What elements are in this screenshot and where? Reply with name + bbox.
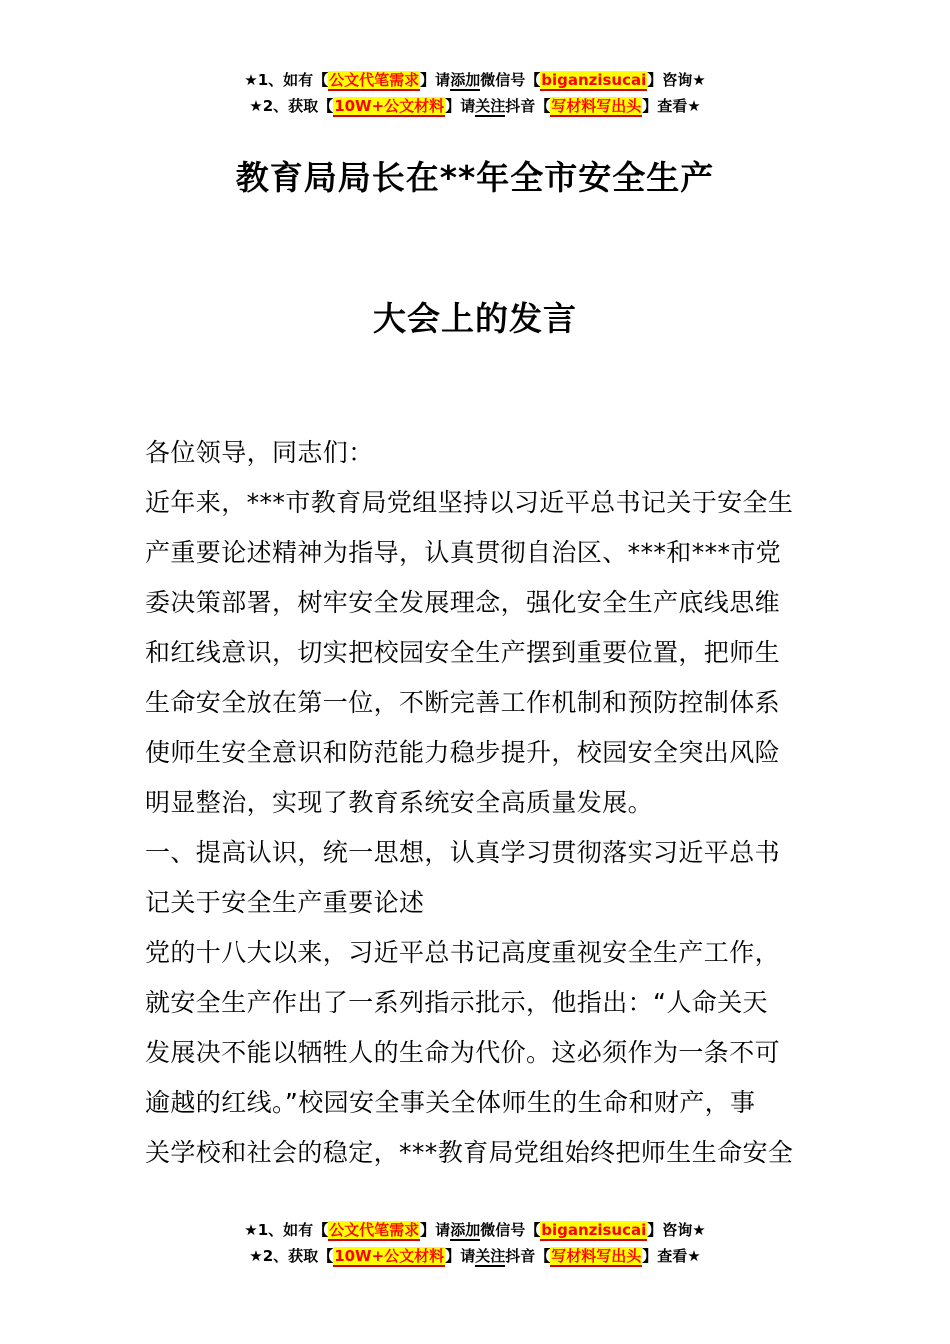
banner-highlight: 10W+公文材料 (334, 1247, 445, 1265)
body-line: 近年来，***市教育局党组坚持以习近平总书记关于安全生 (145, 488, 794, 517)
body-line: 发展决不能以牺牲人的生命为代价。这必须作为一条不可 (145, 1038, 781, 1067)
document-title-line-1: 教育局局长在**年全市安全生产 (235, 158, 715, 197)
banner-highlight: biganzisucai (541, 1221, 647, 1239)
banner-line-2 (0, 93, 950, 119)
body-line: 党的十八大以来，习近平总书记高度重视安全生产工作， (145, 938, 781, 967)
body-line: 关学校和社会的稳定，***教育局党组始终把师生生命安全 (145, 1138, 794, 1167)
banner-line-2 (0, 1243, 950, 1269)
banner-line-1 (0, 67, 950, 93)
banner-text: 抖音【 (505, 97, 551, 115)
banner-text: 】咨询★ (647, 71, 706, 89)
body-line: 各位领导，同志们： (145, 438, 374, 467)
banner-text: 】咨询★ (647, 1221, 706, 1239)
banner-text: ★1、如有【 (244, 1221, 329, 1239)
body-line: 逾越的红线。”校园安全事关全体师生的生命和财产，事 (145, 1088, 756, 1117)
section-heading-line: 一、提高认识，统一思想，认真学习贯彻落实习近平总书 (145, 838, 781, 867)
banner-text: 】查看★ (642, 1247, 701, 1265)
banner-text: ★2、获取【 (249, 97, 334, 115)
banner-underlined-text: 添加 (450, 1221, 481, 1239)
banner-text: 微信号【 (480, 1221, 541, 1239)
body-line: 生命安全放在第一位，不断完善工作机制和预防控制体系 (145, 688, 781, 717)
banner-highlight: 公文代笔需求 (329, 71, 420, 89)
banner-highlight: biganzisucai (541, 71, 647, 89)
header-banner (0, 67, 950, 119)
footer-banner (0, 1217, 950, 1269)
banner-underlined-text: 添加 (450, 71, 481, 89)
banner-highlight: 公文代笔需求 (329, 1221, 420, 1239)
banner-text: 抖音【 (505, 1247, 551, 1265)
section-heading-line: 记关于安全生产重要论述 (145, 888, 425, 917)
banner-highlight: 写材料写出头 (551, 1247, 642, 1265)
banner-highlight: 写材料写出头 (551, 97, 642, 115)
body-line: 和红线意识，切实把校园安全生产摆到重要位置，把师生 (145, 638, 781, 667)
banner-underlined-text: 关注 (475, 1247, 506, 1265)
body-line: 使师生安全意识和防范能力稳步提升，校园安全突出风险 (145, 738, 781, 767)
banner-text: 】请 (445, 97, 476, 115)
document-body (145, 428, 810, 1178)
banner-text: ★2、获取【 (249, 1247, 334, 1265)
banner-underlined-text: 关注 (475, 97, 506, 115)
body-line: 就安全生产作出了一系列指示批示，他指出：“人命关天 (145, 988, 768, 1017)
document-title-line-2: 大会上的发言 (373, 299, 577, 338)
banner-text: 】请 (445, 1247, 476, 1265)
banner-text: 微信号【 (480, 71, 541, 89)
banner-text: 】请 (420, 1221, 451, 1239)
banner-line-1 (0, 1217, 950, 1243)
body-line: 产重要论述精神为指导，认真贯彻自治区、***和***市党 (145, 538, 782, 567)
banner-text: 】请 (420, 71, 451, 89)
body-line: 明显整治，实现了教育系统安全高质量发展。 (145, 788, 654, 817)
body-line: 委决策部署，树牢安全发展理念，强化安全生产底线思维 (145, 588, 781, 617)
banner-text: ★1、如有【 (244, 71, 329, 89)
banner-highlight: 10W+公文材料 (334, 97, 445, 115)
banner-text: 】查看★ (642, 97, 701, 115)
